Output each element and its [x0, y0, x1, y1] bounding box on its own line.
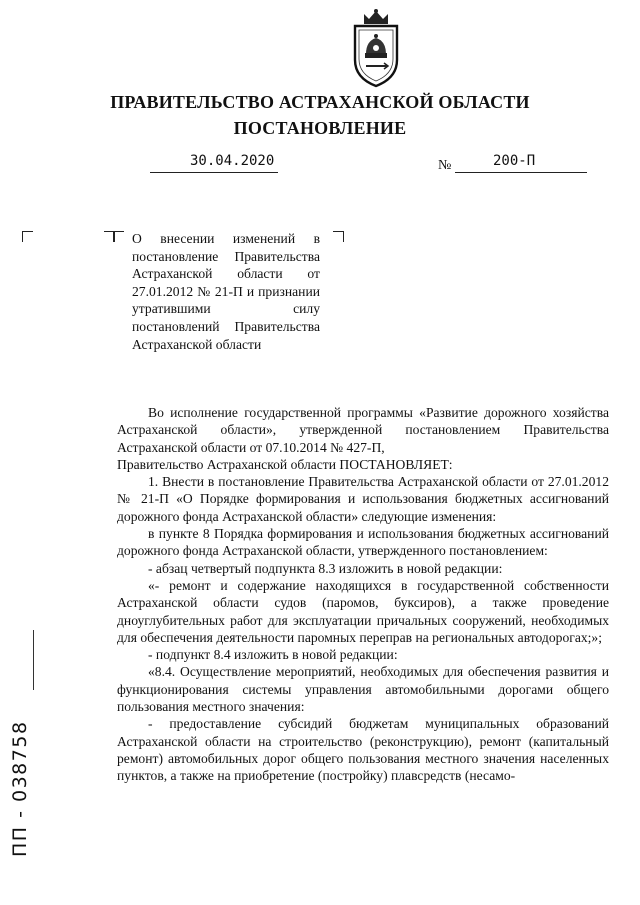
corner-mark-left — [22, 231, 33, 242]
paragraph: «8.4. Осуществление мероприятий, необходимых для обеспечения развития и функционирования системы управления автомобильными дорогами общего пользования местного значения: — [117, 664, 609, 715]
paragraph: 1. Внести в постановление Правительства Астраханской области от 27.01.2012 № 21-П «О Порядке формирования и использования бюджетных ассигнований дорожного фонда Астраханской области» следующие изменения: — [117, 474, 609, 524]
coat-of-arms-icon — [350, 8, 402, 90]
paragraph: в пункте 8 Порядка формирования и использования бюджетных ассигнований дорожного фонда Астраханской области, утвержденного постановлением: — [117, 526, 609, 559]
number-sign: № — [438, 158, 452, 173]
paragraph: Правительство Астраханской области ПОСТАНОВЛЯЕТ: — [117, 456, 453, 472]
margin-line — [33, 630, 34, 690]
paragraph: Во исполнение государственной программы «Развитие дорожного хозяйства Астраханской области», утвержденной постановлением Правительства Астраханской области от 07.10.2014 № 427-П, — [117, 405, 609, 455]
paragraph: - абзац четвертый подпункта 8.3 изложить в новой редакции: — [148, 560, 503, 576]
paragraph: - подпункт 8.4 изложить в новой редакции: — [148, 647, 398, 663]
document-date: 30.04.2020 — [190, 153, 275, 169]
government-name: ПРАВИТЕЛЬСТВО АСТРАХАНСКОЙ ОБЛАСТИ — [110, 92, 530, 112]
paragraph: «- ремонт и содержание находящихся в государственной собственности Астраханской области судов (паромов, буксиров), а также проведение дноуглубительных работ для эксплуатации причальных сооружений, необходимых для обеспечения деятельности паромных переправ на региональных автодорогах;»; — [117, 577, 609, 645]
corner-mark-mid-left — [113, 231, 124, 242]
date-underline — [150, 172, 278, 173]
serial-stamp — [2, 700, 38, 860]
document-type-title: ПОСТАНОВЛЕНИЕ — [233, 118, 407, 138]
paragraph: - предоставление субсидий бюджетам муниципальных образований Астраханской области на строительство (реконструкцию), ремонт (капитальный ремонт) автомобильных дорог общего пользования местного значения населенных пунктов, а также на приобретение (постройку) плавсредств (несамо- — [117, 716, 609, 784]
document-subject: О внесении изменений в постановление Правительства Астраханской области от 27.01.2012 № 21-П и признании утратившими силу постановлений Правительства Астраханской области — [132, 231, 320, 352]
serial-number: ПП - 038758 — [9, 720, 31, 857]
document-number: 200-П — [493, 153, 536, 169]
corner-mark-right — [333, 231, 344, 242]
number-underline — [455, 172, 587, 173]
document-body — [117, 404, 609, 785]
